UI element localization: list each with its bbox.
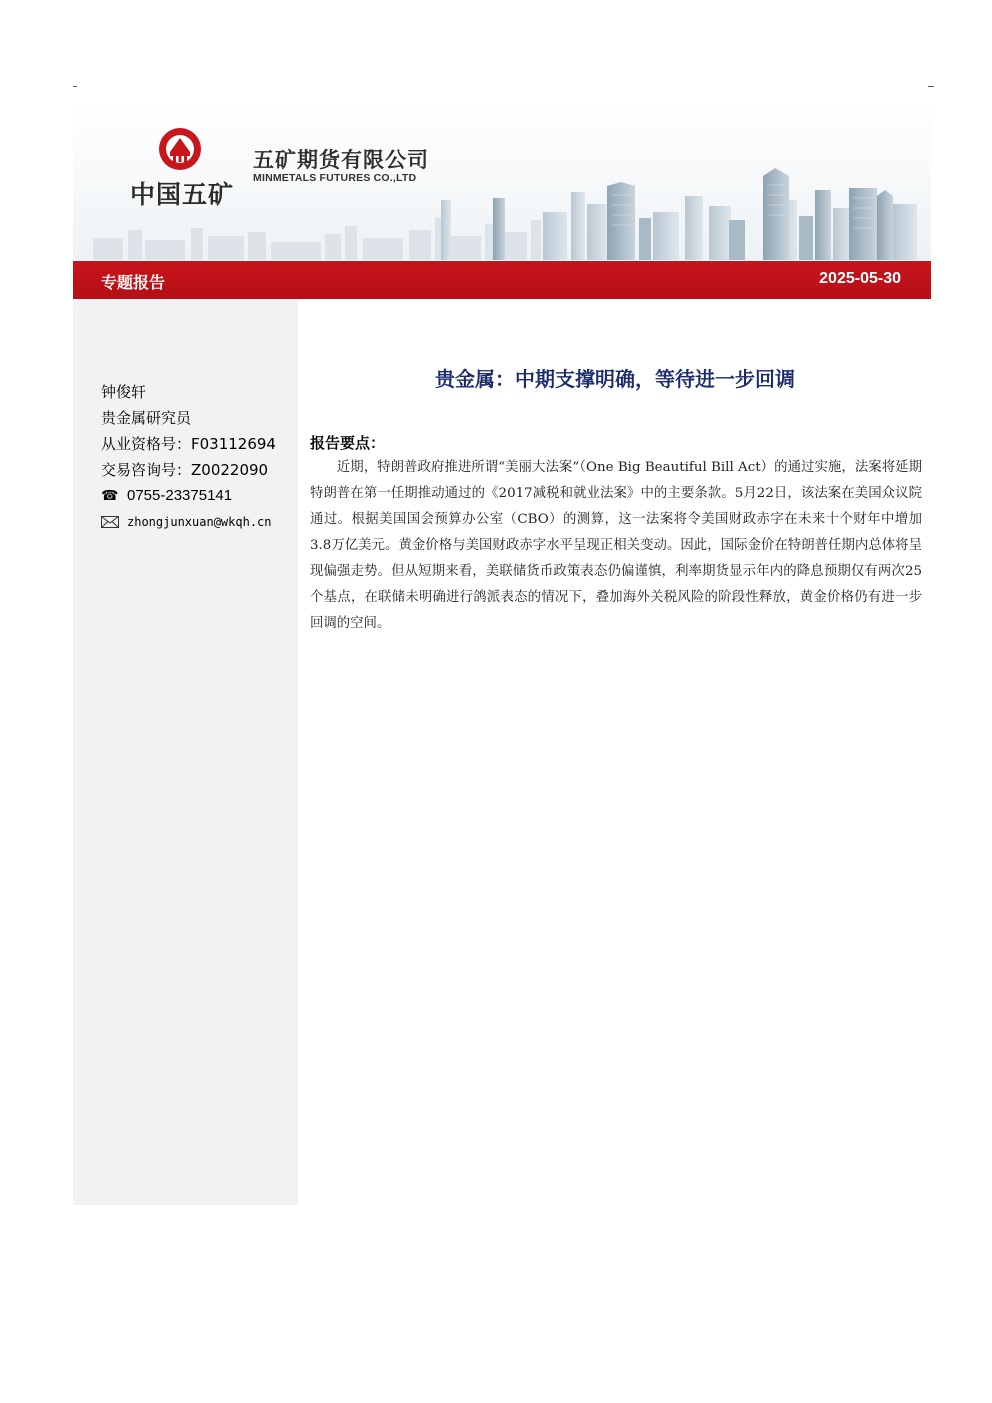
- report-type-bar: [73, 261, 931, 299]
- author-name: 钟俊轩: [101, 383, 147, 401]
- author-info: [101, 379, 276, 535]
- company-name-en: MINMETALS FUTURES CO.,LTD: [253, 172, 417, 184]
- key-points-heading: 报告要点：: [310, 434, 386, 452]
- phone-contact: [101, 483, 276, 509]
- telephone-icon: ☎: [101, 488, 119, 504]
- email-link[interactable]: zhongjunxuan@wkqh.cn: [127, 515, 272, 529]
- header-banner: [73, 100, 931, 260]
- phone-number: 0755-23375141: [127, 487, 233, 504]
- corner-crop-mark-right: [928, 86, 934, 87]
- consulting-number: 交易咨询号：Z0022090: [101, 461, 269, 479]
- report-type-label: 专题报告: [101, 273, 166, 292]
- group-logo-text: 中国五矿: [130, 180, 235, 209]
- company-name-cn: 五矿期货有限公司: [253, 148, 429, 172]
- author-sidebar: [73, 299, 298, 1205]
- minmetals-emblem-icon: [157, 126, 203, 172]
- qualification-number: 从业资格号：F03112694: [101, 435, 276, 453]
- key-points-paragraph: 近期，特朗普政府推进所谓“美丽大法案”（One Big Beautiful Bill Act）的通过实施，法案将延期特朗普在第一任期推动通过的《2017减税和就业法案》中的主要条款。5月22日，该法案在美国众议院通过。根据美国国会预算办公室（CBO）的测算，这一法案将令美国财政赤字在未来十个财年中增加3.8万亿美元。黄金价格与美国财政赤字水平呈现正相关变动。因此，国际金价在特朗普任期内总体将呈现偏强走势。但从短期来看，美联储货币政策表态仍偏谨慎，利率期货显示年内的降息预期仅有两次25个基点，在联储未明确进行鸽派表态的情况下，叠加海外关税风险的阶段性释放，黄金价格仍有进一步回调的空间。: [310, 460, 922, 631]
- author-title: 贵金属研究员: [101, 409, 192, 427]
- envelope-icon: [101, 516, 119, 528]
- report-date: 2025-05-30: [819, 270, 901, 287]
- corner-crop-mark-left: [73, 86, 77, 87]
- email-contact: [101, 509, 276, 535]
- report-title: 贵金属：中期支撑明确，等待进一步回调: [435, 367, 795, 391]
